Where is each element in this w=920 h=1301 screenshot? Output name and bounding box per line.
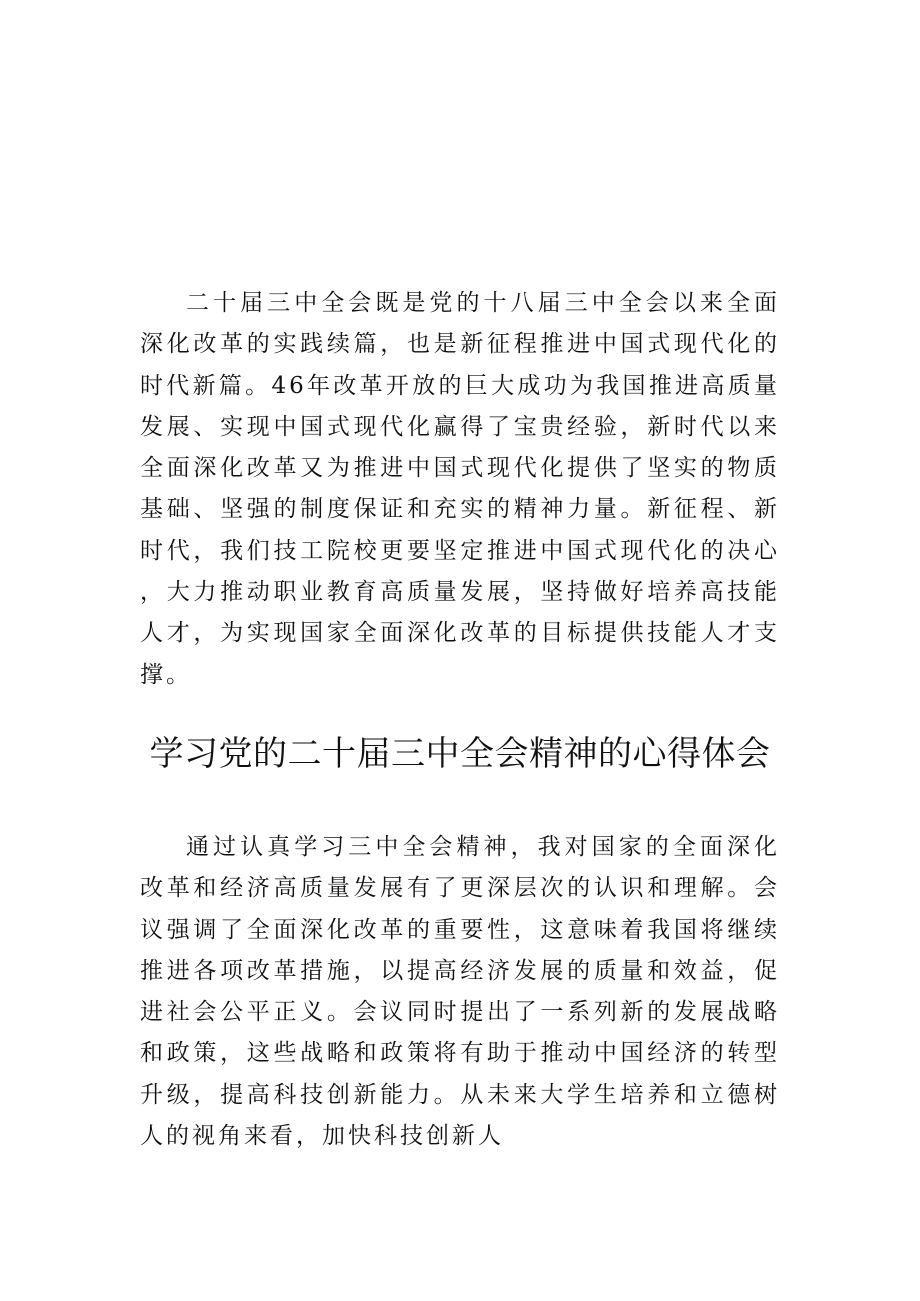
article-heading: 学习党的二十届三中全会精神的心得体会 [149,734,771,774]
body-paragraph: 通过认真学习三中全会精神，我对国家的全面深化改革和经济高质量发展有了更深层次的认识和理解。会议强调了全面深化改革的重要性，这意味着我国将继续推进各项改革措施，以提高经济发展的质量和效益，促进社会公平正义。会议同时提出了一系列新的发展战略和政策，这些战略和政策将有助于推动中国经济的转型升级，提高科技创新能力。从未来大学生培养和立德树人的视角来看，加快科技创新人 [140,834,780,1150]
body-paragraph: 二十届三中全会既是党的十八届三中全会以来全面深化改革的实践续篇，也是新征程推进中国式现代化的时代新篇。46年改革开放的巨大成功为我国推进高质量发展、实现中国式现代化赢得了宝贵经验，新时代以来全面深化改革又为推进中国式现代化提供了坚实的物质基础、坚强的制度保证和充实的精神力量。新征程、新时代，我们技工院校更要坚定推进中国式现代化的决心，大力推动职业教育高质量发展，坚持做好培养高技能人才，为实现国家全面深化改革的目标提供技能人才支撑。 [140,290,780,688]
